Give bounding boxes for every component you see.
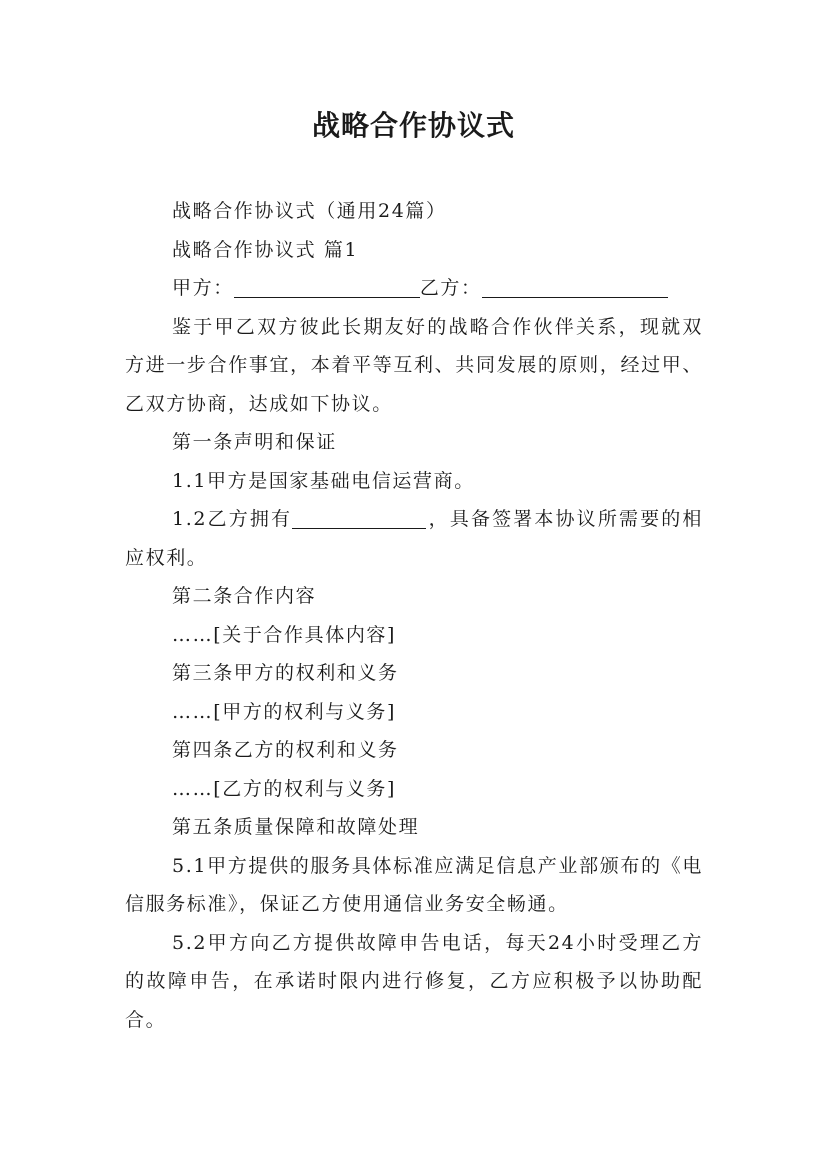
article-3-title: 第三条甲方的权利和义务 (172, 662, 399, 684)
clause-1-2-prefix: 1.2乙方拥有 (172, 508, 293, 530)
article-2-title: 第二条合作内容 (172, 585, 317, 607)
clause-5-1: 5.1甲方提供的服务具体标准应满足信息产业部颁布的《电信服务标准》，保证乙方使用通信业务安全畅通。 (125, 854, 703, 915)
clause-5-2: 5.2甲方向乙方提供故障申告电话，每天24小时受理乙方的故障申告，在承诺时限内进行修复，乙方应积极予以协助配合。 (125, 931, 703, 1031)
party-a-blank (234, 273, 420, 298)
document-subtitle: 战略合作协议式（通用24篇） (172, 200, 447, 222)
article-5-title: 第五条质量保障和故障处理 (172, 816, 420, 838)
article-3-content: ……[甲方的权利与义务] (172, 700, 397, 723)
article-4-title: 第四条乙方的权利和义务 (172, 739, 399, 761)
intro-paragraph: 鉴于甲乙双方彼此长期友好的战略合作伙伴关系，现就双方进一步合作事宜，本着平等互利、共同发展的原则，经过甲、乙双方协商，达成如下协议。 (125, 315, 703, 415)
article-4-content: ……[乙方的权利与义务] (172, 777, 397, 800)
document-body (125, 192, 703, 1039)
party-b-blank (482, 273, 668, 298)
party-a-label: 甲方： (172, 277, 234, 299)
parties-line (125, 269, 703, 308)
article-2-content: ……[关于合作具体内容] (172, 623, 397, 646)
article-1-title: 第一条声明和保证 (172, 431, 337, 453)
clause-1-2-blank (292, 504, 426, 529)
party-b-label: 乙方： (419, 277, 482, 299)
section-heading: 战略合作协议式 篇1 (172, 238, 359, 261)
clause-1-2-suffix: ，具备签署本协议所需要的相应权利。 (125, 508, 703, 569)
clause-1-2 (125, 500, 703, 577)
document-title: 战略合作协议式 (311, 109, 515, 142)
clause-1-1: 1.1甲方是国家基础电信运营商。 (172, 469, 475, 492)
